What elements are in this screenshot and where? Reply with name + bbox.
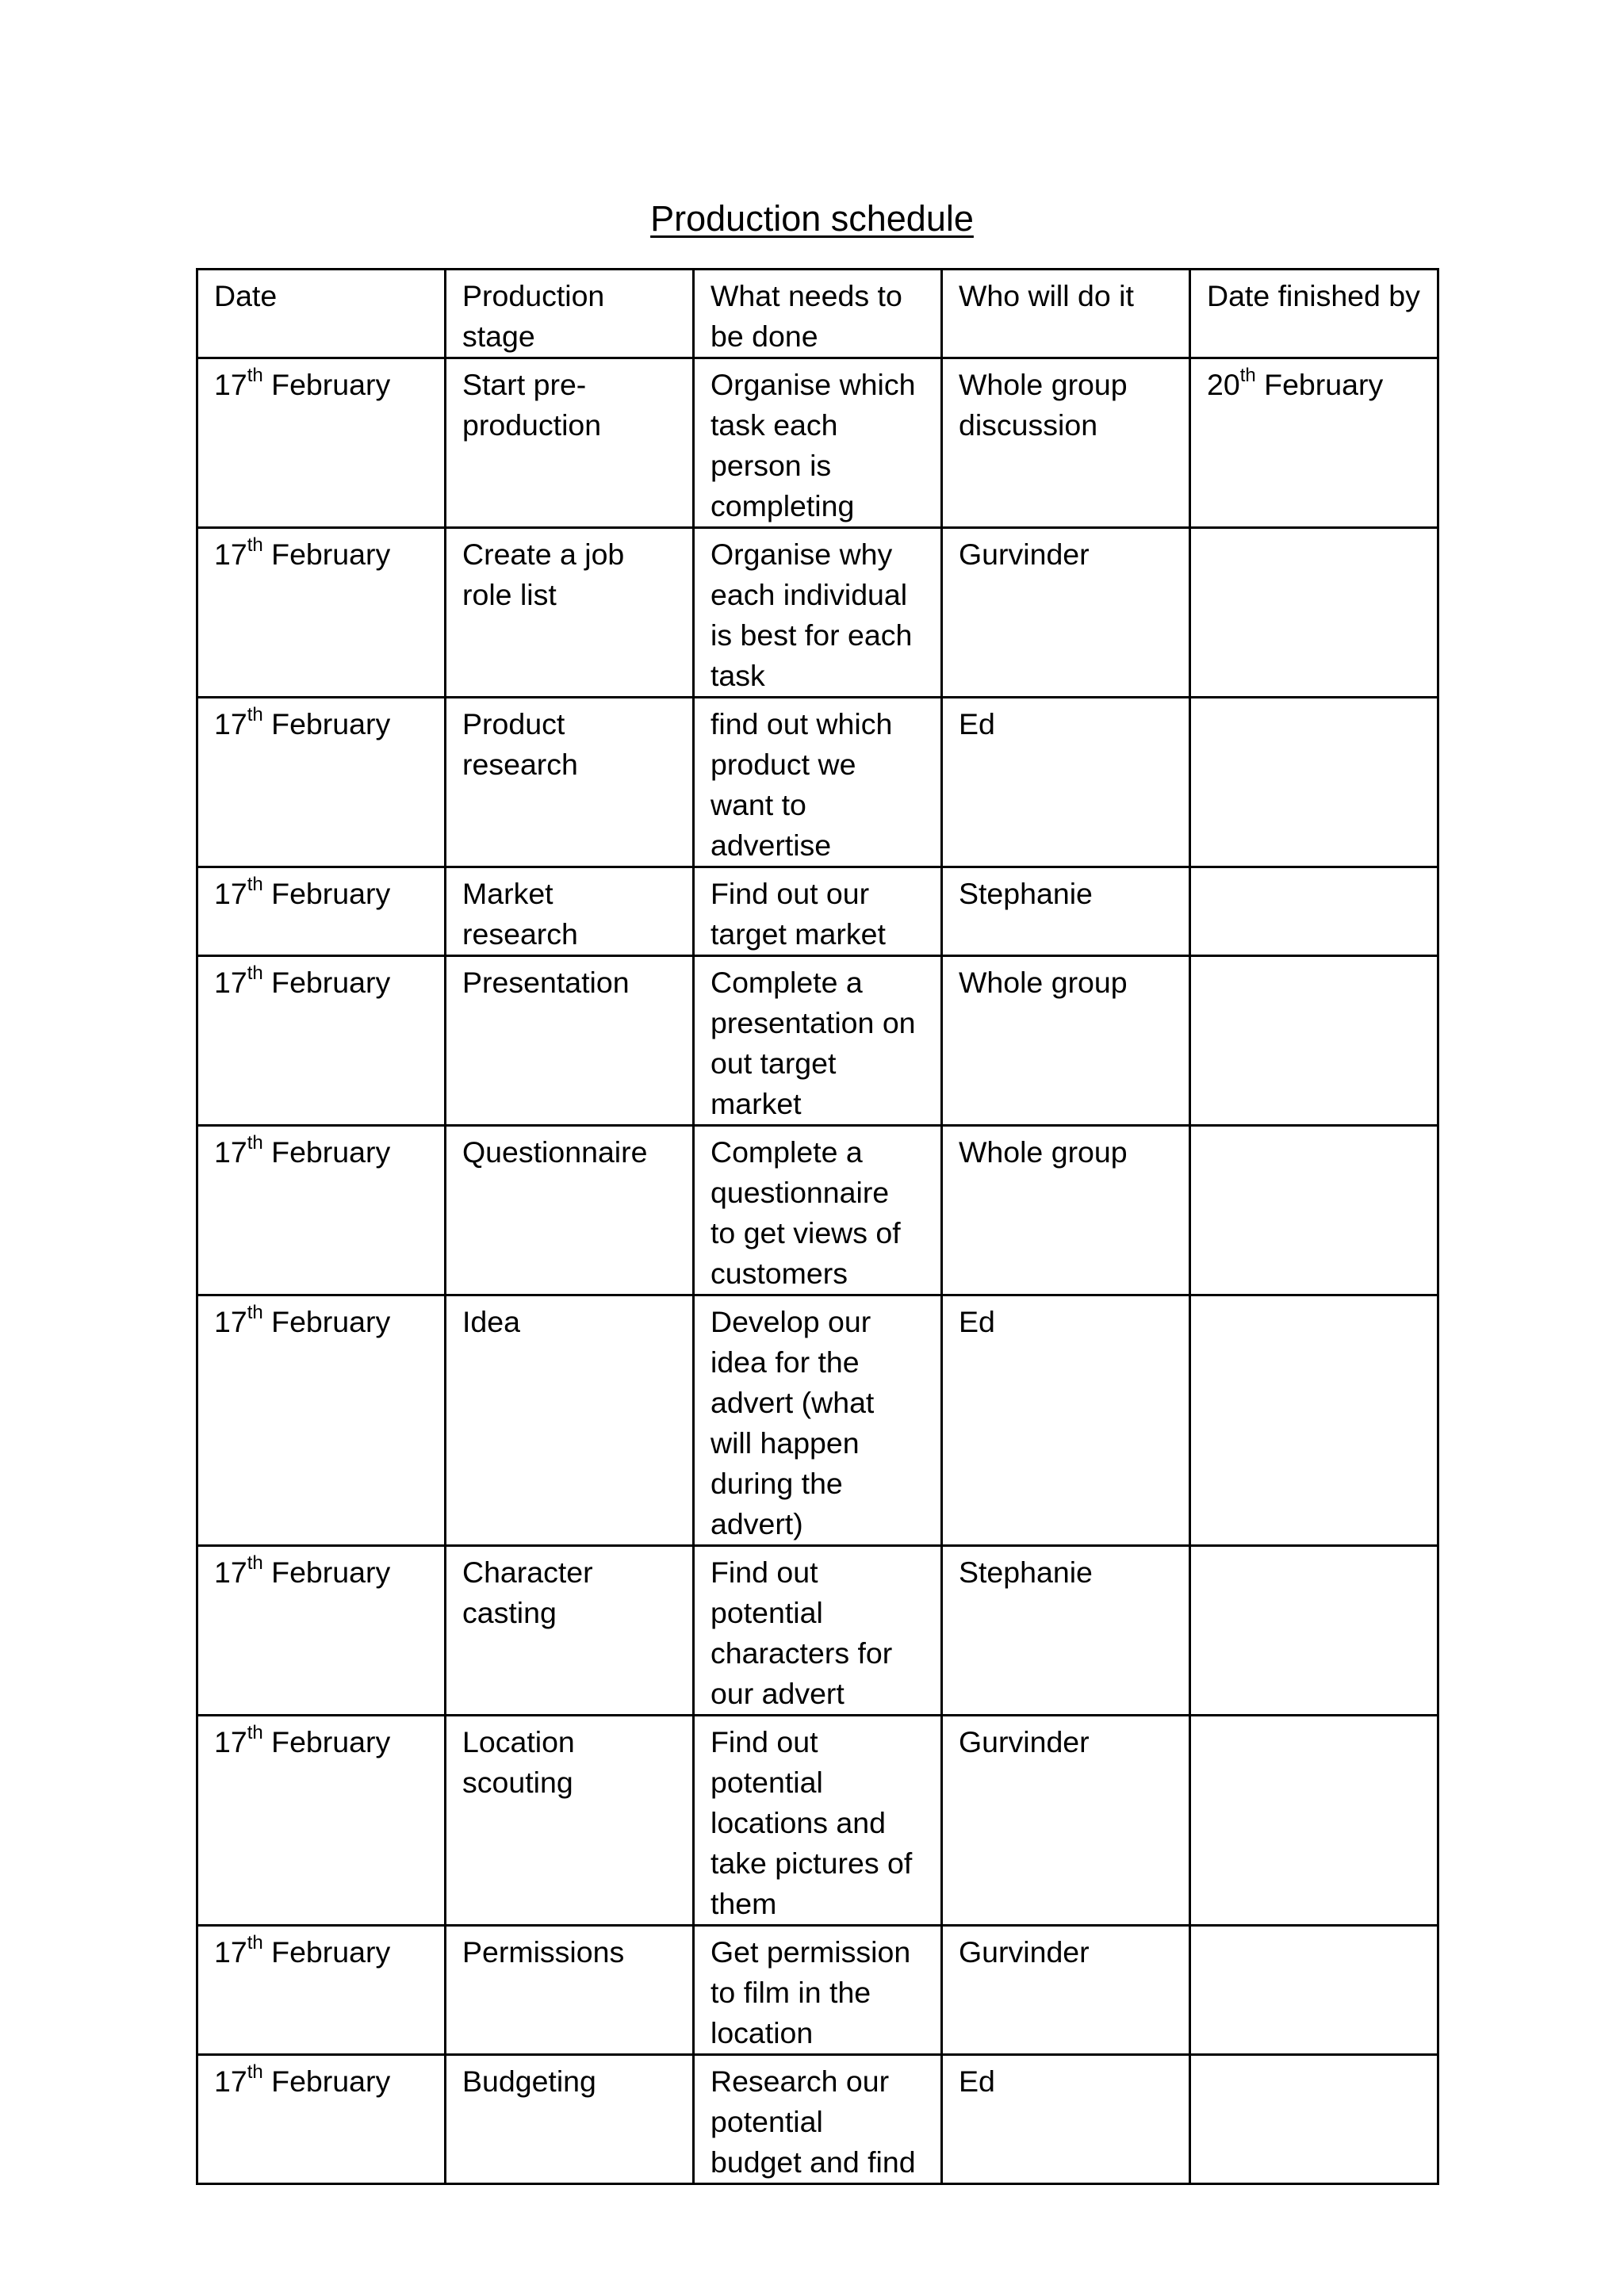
task-text-line: person is bbox=[710, 449, 832, 482]
task-text-line: to get views of bbox=[710, 1216, 901, 1249]
date-month: February bbox=[271, 538, 391, 571]
date-cell bbox=[197, 1295, 446, 1546]
date-cell bbox=[197, 698, 446, 867]
stage-text-line: research bbox=[462, 917, 578, 951]
who-cell bbox=[942, 1126, 1190, 1295]
header-who-text-line: Who will do it bbox=[959, 279, 1134, 312]
finished-cell bbox=[1190, 1926, 1438, 2055]
task-cell bbox=[694, 1546, 942, 1716]
date-day: 17 bbox=[214, 877, 247, 910]
task-text-line: Develop our bbox=[710, 1305, 871, 1338]
task-text-line: Find out bbox=[710, 1556, 818, 1589]
finished-cell bbox=[1190, 1716, 1438, 1926]
stage-text-line: casting bbox=[462, 1596, 557, 1629]
stage-text-line: Budgeting bbox=[462, 2064, 596, 2098]
date-month: February bbox=[271, 707, 391, 740]
who-text-line: Stephanie bbox=[959, 1556, 1093, 1589]
stage-text-line: production bbox=[462, 408, 602, 442]
who-text-line: Ed bbox=[959, 707, 995, 740]
who-text-line: Stephanie bbox=[959, 877, 1093, 910]
date-ordinal-suffix: th bbox=[247, 534, 263, 557]
stage-text-line: scouting bbox=[462, 1766, 573, 1799]
stage-cell bbox=[446, 1295, 694, 1546]
date-day: 17 bbox=[214, 1725, 247, 1758]
stage-text-line: Start pre- bbox=[462, 368, 587, 401]
date-text bbox=[214, 1552, 428, 1593]
who-cell bbox=[942, 1716, 1190, 1926]
date-day: 17 bbox=[214, 1135, 247, 1169]
table-row bbox=[197, 956, 1438, 1126]
finished-cell bbox=[1190, 1546, 1438, 1716]
finished-text bbox=[1207, 365, 1421, 405]
task-text-line: Find out our bbox=[710, 877, 870, 910]
table-row bbox=[197, 1926, 1438, 2055]
date-ordinal-suffix: th bbox=[247, 1302, 263, 1324]
task-cell bbox=[694, 1926, 942, 2055]
who-cell bbox=[942, 956, 1190, 1126]
date-day: 17 bbox=[214, 1305, 247, 1338]
task-cell bbox=[694, 528, 942, 698]
stage-cell bbox=[446, 1546, 694, 1716]
task-text-line: Complete a bbox=[710, 966, 863, 999]
who-text-line: Ed bbox=[959, 1305, 995, 1338]
who-text-line: Whole group bbox=[959, 1135, 1128, 1169]
who-cell bbox=[942, 2055, 1190, 2184]
task-text-line: presentation on bbox=[710, 1006, 916, 1039]
date-day: 17 bbox=[214, 538, 247, 571]
stage-text-line: Create a job bbox=[462, 538, 625, 571]
date-cell bbox=[197, 528, 446, 698]
stage-cell bbox=[446, 358, 694, 528]
task-text-line: task bbox=[710, 659, 765, 692]
date-day: 17 bbox=[214, 368, 247, 401]
table-header-row bbox=[197, 270, 1438, 358]
task-cell bbox=[694, 358, 942, 528]
task-text-line: will happen bbox=[710, 1426, 860, 1460]
stage-text-line: Product bbox=[462, 707, 565, 740]
who-text-line: Ed bbox=[959, 2064, 995, 2098]
stage-cell bbox=[446, 2055, 694, 2184]
date-text bbox=[214, 1302, 428, 1342]
date-month: February bbox=[271, 368, 391, 401]
date-ordinal-suffix: th bbox=[247, 874, 263, 896]
table-row bbox=[197, 1126, 1438, 1295]
header-stage-text-line: Production bbox=[462, 279, 605, 312]
who-text-line: Gurvinder bbox=[959, 538, 1090, 571]
stage-text-line: Permissions bbox=[462, 1935, 625, 1969]
who-cell bbox=[942, 1546, 1190, 1716]
date-ordinal-suffix: th bbox=[247, 1132, 263, 1154]
task-text-line: Organise which bbox=[710, 368, 916, 401]
column-header-task bbox=[694, 270, 942, 358]
date-day: 17 bbox=[214, 707, 247, 740]
date-month: February bbox=[271, 1725, 391, 1758]
stage-cell bbox=[446, 1716, 694, 1926]
date-month: February bbox=[271, 1935, 391, 1969]
task-text-line: potential bbox=[710, 1766, 823, 1799]
date-month: February bbox=[271, 1556, 391, 1589]
finished-month: February bbox=[1264, 368, 1384, 401]
stage-text-line: Idea bbox=[462, 1305, 520, 1338]
task-text-line: take pictures of bbox=[710, 1846, 913, 1880]
task-text-line: questionnaire bbox=[710, 1176, 890, 1209]
table-row bbox=[197, 1295, 1438, 1546]
task-text-line: locations and bbox=[710, 1806, 886, 1839]
who-text-line: Gurvinder bbox=[959, 1935, 1090, 1969]
task-text-line: advert) bbox=[710, 1507, 803, 1540]
date-ordinal-suffix: th bbox=[247, 704, 263, 726]
date-text bbox=[214, 365, 428, 405]
who-cell bbox=[942, 358, 1190, 528]
task-text-line: to film in the bbox=[710, 1976, 871, 2009]
date-month: February bbox=[271, 877, 391, 910]
task-text-line: each individual bbox=[710, 578, 908, 611]
who-cell bbox=[942, 698, 1190, 867]
finished-cell bbox=[1190, 358, 1438, 528]
date-day: 17 bbox=[214, 1556, 247, 1589]
task-text-line: our advert bbox=[710, 1677, 845, 1710]
date-text bbox=[214, 534, 428, 575]
header-task-text-line: What needs to bbox=[710, 279, 902, 312]
column-header-stage bbox=[446, 270, 694, 358]
date-text bbox=[214, 1932, 428, 1973]
task-text-line: budget and find bbox=[710, 2145, 916, 2179]
task-text-line: is best for each bbox=[710, 618, 913, 652]
finished-cell bbox=[1190, 528, 1438, 698]
task-text-line: Research our bbox=[710, 2064, 890, 2098]
task-text-line: idea for the bbox=[710, 1345, 860, 1379]
date-day: 17 bbox=[214, 1935, 247, 1969]
header-date-text-line: Date bbox=[214, 279, 278, 312]
table-row bbox=[197, 528, 1438, 698]
column-header-who bbox=[942, 270, 1190, 358]
finished-ordinal-suffix: th bbox=[1239, 365, 1256, 387]
task-cell bbox=[694, 1126, 942, 1295]
stage-text-line: Market bbox=[462, 877, 553, 910]
stage-text-line: Questionnaire bbox=[462, 1135, 648, 1169]
finished-cell bbox=[1190, 1126, 1438, 1295]
who-cell bbox=[942, 1926, 1190, 2055]
task-text-line: them bbox=[710, 1887, 777, 1920]
date-cell bbox=[197, 1546, 446, 1716]
stage-cell bbox=[446, 956, 694, 1126]
task-text-line: Get permission bbox=[710, 1935, 911, 1969]
date-day: 17 bbox=[214, 2064, 247, 2098]
who-text-line: Whole group bbox=[959, 368, 1128, 401]
task-text-line: product we bbox=[710, 748, 856, 781]
column-header-date bbox=[197, 270, 446, 358]
date-ordinal-suffix: th bbox=[247, 365, 263, 387]
date-text bbox=[214, 2061, 428, 2102]
date-ordinal-suffix: th bbox=[247, 1552, 263, 1575]
stage-text-line: research bbox=[462, 748, 578, 781]
task-text-line: advert (what bbox=[710, 1386, 875, 1419]
task-text-line: find out which bbox=[710, 707, 893, 740]
header-finished-text-line: Date finished by bbox=[1207, 279, 1420, 312]
task-cell bbox=[694, 956, 942, 1126]
date-cell bbox=[197, 1716, 446, 1926]
who-cell bbox=[942, 528, 1190, 698]
date-month: February bbox=[271, 2064, 391, 2098]
task-text-line: customers bbox=[710, 1257, 848, 1290]
task-text-line: during the bbox=[710, 1467, 843, 1500]
task-text-line: Organise why bbox=[710, 538, 893, 571]
who-cell bbox=[942, 867, 1190, 956]
finished-cell bbox=[1190, 867, 1438, 956]
task-cell bbox=[694, 698, 942, 867]
table-row bbox=[197, 358, 1438, 528]
table-row bbox=[197, 1546, 1438, 1716]
finished-cell bbox=[1190, 2055, 1438, 2184]
header-stage-text-line: stage bbox=[462, 320, 535, 353]
date-month: February bbox=[271, 966, 391, 999]
date-cell bbox=[197, 1126, 446, 1295]
stage-cell bbox=[446, 1926, 694, 2055]
task-cell bbox=[694, 1716, 942, 1926]
date-text bbox=[214, 1132, 428, 1173]
column-header-finished bbox=[1190, 270, 1438, 358]
date-month: February bbox=[271, 1135, 391, 1169]
task-text-line: completing bbox=[710, 489, 855, 522]
finished-cell bbox=[1190, 698, 1438, 867]
task-text-line: advertise bbox=[710, 828, 832, 862]
finished-cell bbox=[1190, 956, 1438, 1126]
table-row bbox=[197, 1716, 1438, 1926]
date-ordinal-suffix: th bbox=[247, 2061, 263, 2084]
date-cell bbox=[197, 358, 446, 528]
table-row bbox=[197, 867, 1438, 956]
who-cell bbox=[942, 1295, 1190, 1546]
task-text-line: market bbox=[710, 1087, 802, 1120]
table-row bbox=[197, 2055, 1438, 2184]
date-cell bbox=[197, 956, 446, 1126]
stage-text-line: Presentation bbox=[462, 966, 630, 999]
finished-cell bbox=[1190, 1295, 1438, 1546]
finished-day: 20 bbox=[1207, 368, 1240, 401]
date-ordinal-suffix: th bbox=[247, 962, 263, 985]
table-row bbox=[197, 698, 1438, 867]
stage-text-line: role list bbox=[462, 578, 557, 611]
date-text bbox=[214, 1722, 428, 1762]
task-text-line: location bbox=[710, 2016, 814, 2049]
date-cell bbox=[197, 867, 446, 956]
task-text-line: out target bbox=[710, 1047, 837, 1080]
stage-cell bbox=[446, 867, 694, 956]
date-text bbox=[214, 704, 428, 744]
date-ordinal-suffix: th bbox=[247, 1932, 263, 1954]
stage-cell bbox=[446, 698, 694, 867]
header-task-text-line: be done bbox=[710, 320, 818, 353]
task-text-line: potential bbox=[710, 1596, 823, 1629]
who-text-line: discussion bbox=[959, 408, 1098, 442]
task-cell bbox=[694, 1295, 942, 1546]
stage-cell bbox=[446, 528, 694, 698]
production-schedule-table bbox=[196, 268, 1439, 2185]
task-cell bbox=[694, 867, 942, 956]
date-cell bbox=[197, 2055, 446, 2184]
stage-text-line: Character bbox=[462, 1556, 593, 1589]
who-text-line: Whole group bbox=[959, 966, 1128, 999]
task-text-line: target market bbox=[710, 917, 886, 951]
page-title: Production schedule bbox=[650, 198, 974, 239]
stage-cell bbox=[446, 1126, 694, 1295]
task-text-line: want to bbox=[710, 788, 806, 821]
date-text bbox=[214, 874, 428, 914]
task-text-line: Find out bbox=[710, 1725, 818, 1758]
date-cell bbox=[197, 1926, 446, 2055]
task-text-line: Complete a bbox=[710, 1135, 863, 1169]
date-month: February bbox=[271, 1305, 391, 1338]
task-cell bbox=[694, 2055, 942, 2184]
task-text-line: task each bbox=[710, 408, 838, 442]
date-text bbox=[214, 962, 428, 1003]
task-text-line: characters for bbox=[710, 1636, 893, 1670]
stage-text-line: Location bbox=[462, 1725, 575, 1758]
task-text-line: potential bbox=[710, 2105, 823, 2138]
who-text-line: Gurvinder bbox=[959, 1725, 1090, 1758]
date-day: 17 bbox=[214, 966, 247, 999]
date-ordinal-suffix: th bbox=[247, 1722, 263, 1744]
